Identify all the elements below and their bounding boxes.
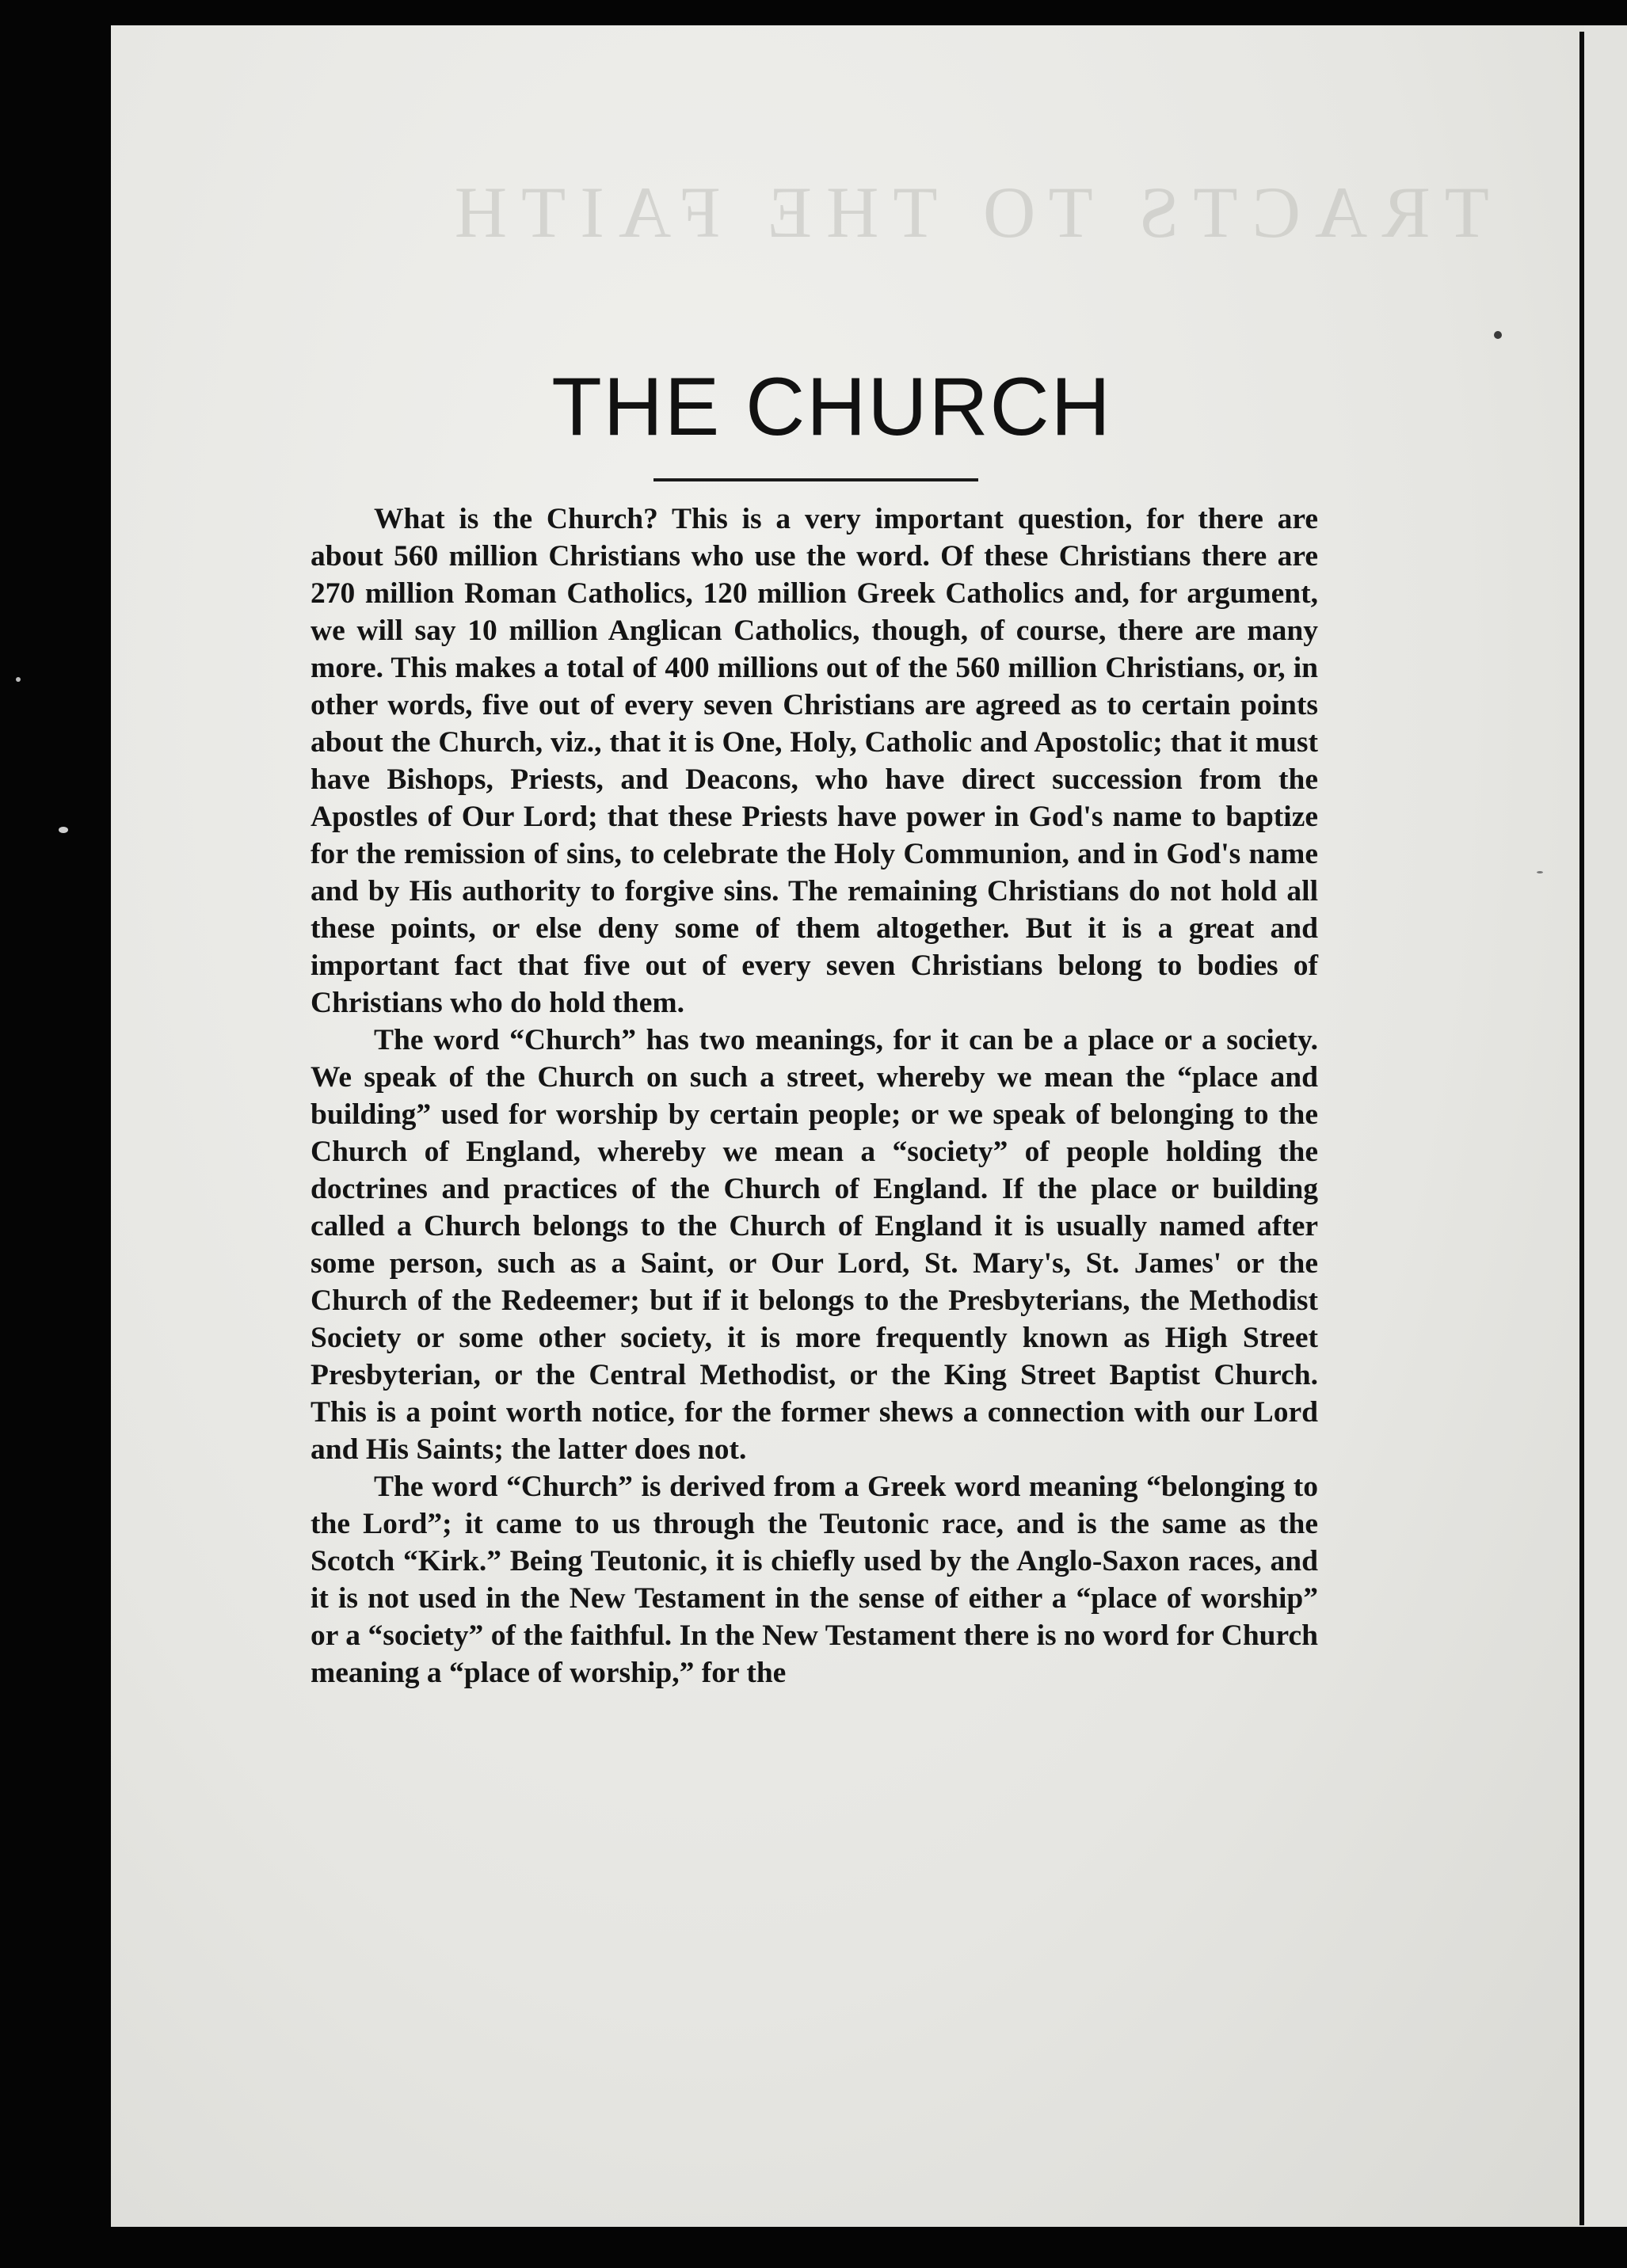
body-text bbox=[311, 500, 1318, 1691]
scan-speck bbox=[16, 677, 21, 682]
facing-page-edge bbox=[1584, 25, 1627, 2227]
scan-speck bbox=[59, 827, 68, 833]
scan-speck bbox=[1537, 871, 1543, 873]
scan-speck bbox=[1494, 331, 1502, 339]
paragraph-3: The word “Church” is derived from a Greek word meaning “belonging to the Lord”; it came to us through the Teutonic race, and is the same as the Scotch “Kirk.” Being Teutonic, it is chiefly used by the Anglo-Saxon races, and it is not used in the New Testament in the sense of either a “place of worship” or a “society” of the faithful. In the New Testament there is no word for Church meaning a “place of worship,” for the bbox=[311, 1471, 1318, 1689]
bleed-through-text: TRACTS TO THE FAITH bbox=[440, 172, 1489, 253]
title-rule bbox=[653, 478, 978, 481]
paragraph-1: What is the Church? This is a very important question, for there are about 560 million Christians who use the word. Of these Christians there are 270 million Roman Catholics, 120 million Greek Catholics and, for argument, we will say 10 million Anglican Catholics, though, of course, there are many more. This makes a total of 400 millions out of the 560 million Christians, or, in other words, five out of every seven Christians are agreed as to certain points about the Church, viz., that it is One, Holy, Catholic and Apostolic; that it must have Bishops, Priests, and Deacons, who have direct succession from the Apostles of Our Lord; that these Priests have power in God's name to baptize for the remission of sins, to celebrate the Holy Communion, and in God's name and by His authority to forgive sins. The remaining Christians do not hold all these points, or else deny some of them altogether. But it is a great and important fact that five out of every seven Christians belong to bodies of Christians who do hold them. bbox=[311, 503, 1318, 1019]
paragraph-2: The word “Church” has two meanings, for it can be a place or a society. We speak of the Church on such a street, whereby we mean the “place and building” used for worship by certain people; or we speak of belonging to the Church of England, whereby we mean a “society” of people holding the doctrines and practices of the Church of England. If the place or building called a Church belongs to the Church of England it is usually named after some person, such as a Saint, or Our Lord, St. Mary's, St. James' or the Church of the Redeemer; but if it belongs to the Presbyterians, the Methodist Society or some other society, it is more frequently known as High Street Presbyterian, or the Central Methodist, or the King Street Baptist Church. This is a point worth notice, for the former shews a connection with our Lord and His Saints; the latter does not. bbox=[311, 1024, 1318, 1466]
page-gutter bbox=[1579, 32, 1584, 2225]
page-title: THE CHURCH bbox=[551, 361, 1112, 453]
